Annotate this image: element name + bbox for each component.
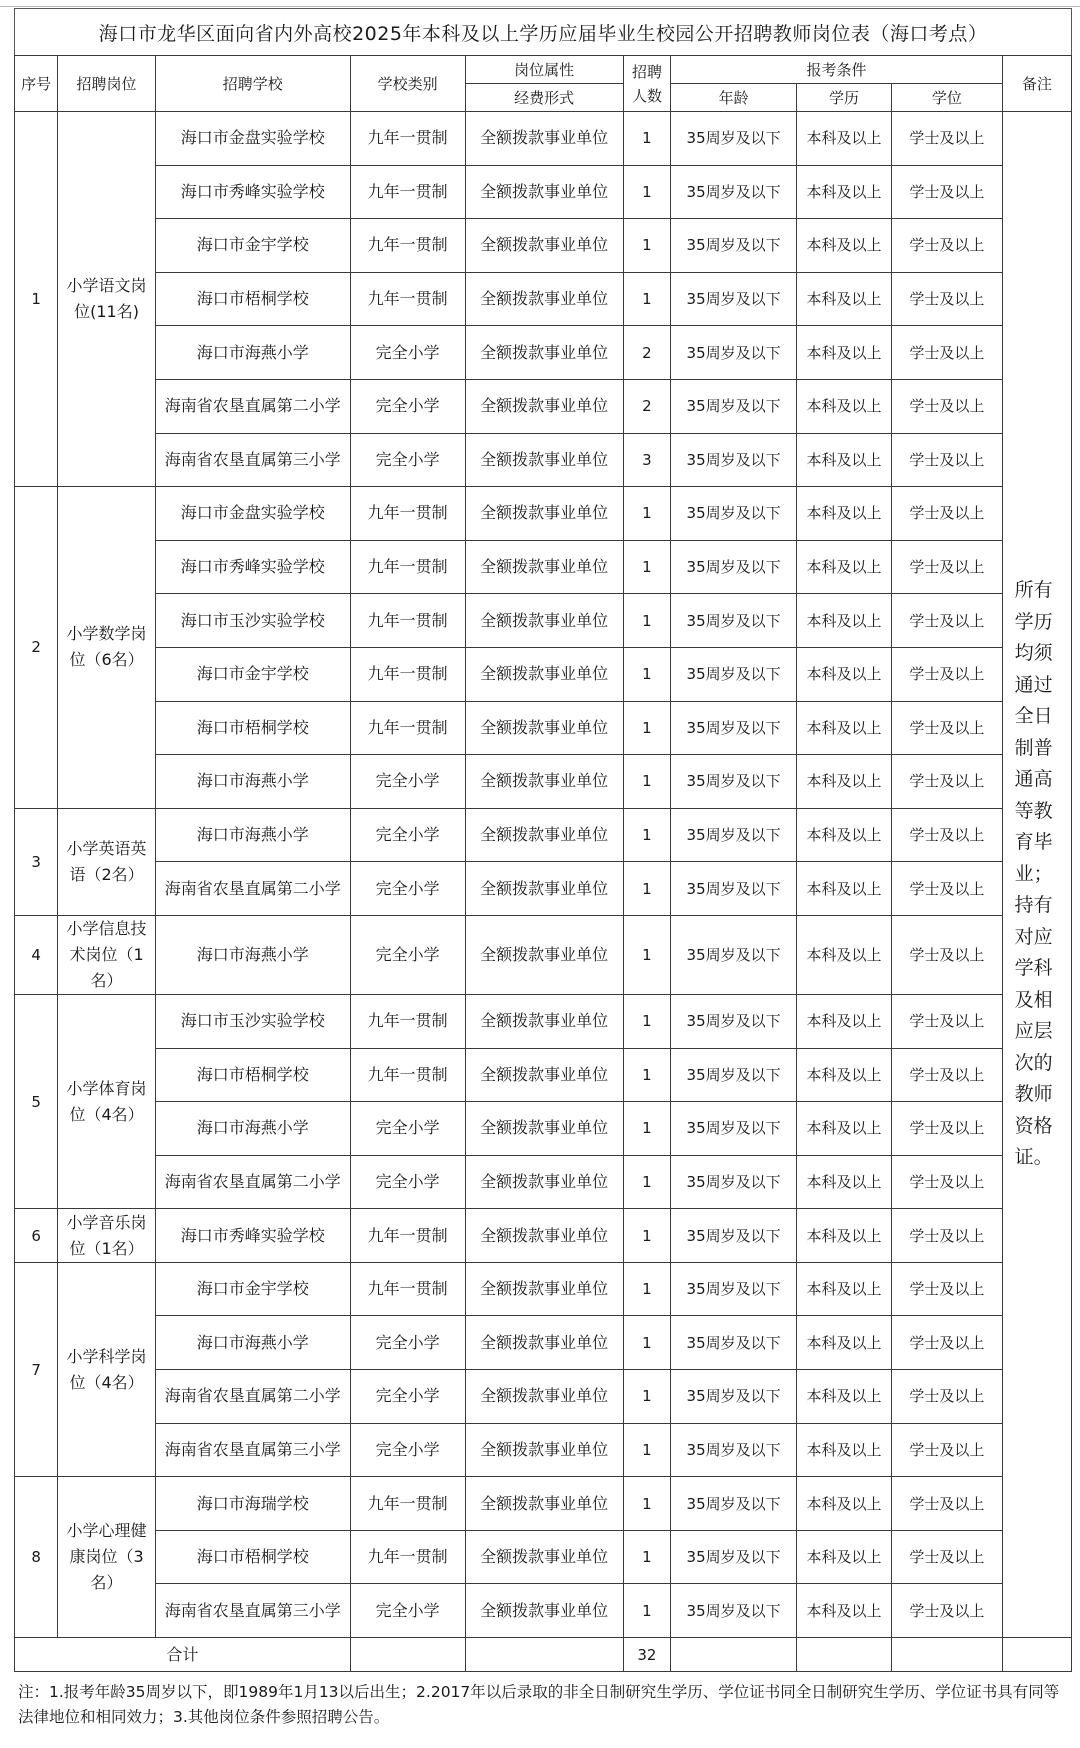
table-row [15, 1584, 1072, 1638]
cell-school-type: 完全小学 [350, 862, 465, 916]
cell-school: 海口市海瑞学校 [155, 1477, 350, 1531]
cell-degree: 学士及以上 [892, 1155, 1002, 1209]
cell-count: 1 [623, 219, 671, 273]
total-count: 32 [623, 1638, 671, 1672]
cell-count: 1 [623, 1530, 671, 1584]
cell-funding: 全额拨款事业单位 [465, 808, 623, 862]
cell-school-type: 九年一贯制 [350, 1209, 465, 1263]
cell-school: 海口市海燕小学 [155, 326, 350, 380]
table-row [15, 1102, 1072, 1156]
cell-age: 35周岁及以下 [671, 1530, 797, 1584]
cell-school-type: 九年一贯制 [350, 1048, 465, 1102]
cell-school: 海口市梧桐学校 [155, 1048, 350, 1102]
cell-count: 1 [623, 1477, 671, 1531]
table-row [15, 1048, 1072, 1102]
cell-school-type: 完全小学 [350, 379, 465, 433]
cell-funding: 全额拨款事业单位 [465, 1209, 623, 1263]
cell-school: 海南省农垦直属第三小学 [155, 1584, 350, 1638]
previous-page-edge [0, 0, 1080, 7]
cell-count: 1 [623, 1262, 671, 1316]
cell-school-type: 九年一贯制 [350, 219, 465, 273]
cell-school-type: 九年一贯制 [350, 1530, 465, 1584]
cell-age: 35周岁及以下 [671, 915, 797, 994]
cell-age: 35周岁及以下 [671, 112, 797, 166]
cell-degree: 学士及以上 [892, 1048, 1002, 1102]
table-row [15, 165, 1072, 219]
table-row [15, 755, 1072, 809]
cell-school: 海口市梧桐学校 [155, 272, 350, 326]
cell-age: 35周岁及以下 [671, 594, 797, 648]
cell-edu: 本科及以上 [796, 1102, 891, 1156]
cell-funding: 全额拨款事业单位 [465, 1477, 623, 1531]
cell-degree: 学士及以上 [892, 165, 1002, 219]
cell-edu: 本科及以上 [796, 1530, 891, 1584]
cell-degree: 学士及以上 [892, 994, 1002, 1048]
cell-degree: 学士及以上 [892, 1370, 1002, 1424]
cell-school: 海口市海燕小学 [155, 1102, 350, 1156]
header-funding: 经费形式 [465, 84, 623, 112]
cell-edu: 本科及以上 [796, 1423, 891, 1477]
cell-position: 小学语文岗位(11名) [58, 112, 155, 487]
table-row [15, 487, 1072, 541]
cell-edu: 本科及以上 [796, 915, 891, 994]
positions-body [15, 112, 1072, 1672]
cell-degree: 学士及以上 [892, 1423, 1002, 1477]
header-remark: 备注 [1002, 56, 1071, 112]
cell-degree: 学士及以上 [892, 1316, 1002, 1370]
cell-funding: 全额拨款事业单位 [465, 1370, 623, 1424]
cell-seq: 4 [15, 915, 58, 994]
table-row [15, 1423, 1072, 1477]
cell-edu: 本科及以上 [796, 647, 891, 701]
cell-edu: 本科及以上 [796, 701, 891, 755]
cell-count: 1 [623, 862, 671, 916]
cell-age: 35周岁及以下 [671, 808, 797, 862]
cell-funding: 全额拨款事业单位 [465, 1584, 623, 1638]
cell-degree: 学士及以上 [892, 112, 1002, 166]
cell-school: 海南省农垦直属第二小学 [155, 1155, 350, 1209]
cell-funding: 全额拨款事业单位 [465, 1155, 623, 1209]
total-row [15, 1638, 1072, 1672]
cell-school-type: 完全小学 [350, 1423, 465, 1477]
cell-age: 35周岁及以下 [671, 1584, 797, 1638]
header-seq: 序号 [15, 56, 58, 112]
cell-count: 1 [623, 112, 671, 166]
cell-count: 1 [623, 594, 671, 648]
cell-count: 1 [623, 1209, 671, 1263]
cell-funding: 全额拨款事业单位 [465, 862, 623, 916]
cell-school-type: 完全小学 [350, 1370, 465, 1424]
cell-position: 小学音乐岗位（1名） [58, 1209, 155, 1263]
cell-position: 小学心理健康岗位（3名） [58, 1477, 155, 1638]
table-row [15, 701, 1072, 755]
header-conditions: 报考条件 [671, 56, 1002, 84]
cell-school-type: 九年一贯制 [350, 647, 465, 701]
cell-count: 1 [623, 1423, 671, 1477]
cell-seq: 5 [15, 994, 58, 1208]
header-attr: 岗位属性 [465, 56, 623, 84]
table-row [15, 1477, 1072, 1531]
cell-degree: 学士及以上 [892, 272, 1002, 326]
cell-count: 1 [623, 1370, 671, 1424]
cell-degree: 学士及以上 [892, 1584, 1002, 1638]
empty-cell [1002, 1638, 1071, 1672]
empty-cell [350, 1638, 465, 1672]
cell-school-type: 九年一贯制 [350, 701, 465, 755]
cell-school: 海口市金宇学校 [155, 647, 350, 701]
cell-age: 35周岁及以下 [671, 1209, 797, 1263]
cell-funding: 全额拨款事业单位 [465, 379, 623, 433]
cell-age: 35周岁及以下 [671, 755, 797, 809]
cell-school: 海口市金宇学校 [155, 1262, 350, 1316]
cell-school-type: 完全小学 [350, 755, 465, 809]
cell-degree: 学士及以上 [892, 219, 1002, 273]
footnote: 注：1.报考年龄35周岁以下，即1989年1月13以后出生；2.2017年以后录取的非全日制研究生学历、学位证书同全日制研究生学历、学位证书具有同等法律地位和相同效力；3.其他岗位条件参照招聘公告。 [18, 1683, 1060, 1727]
cell-funding: 全额拨款事业单位 [465, 701, 623, 755]
cell-funding: 全额拨款事业单位 [465, 165, 623, 219]
cell-funding: 全额拨款事业单位 [465, 1316, 623, 1370]
table-row [15, 1370, 1072, 1424]
cell-school: 海南省农垦直属第三小学 [155, 1423, 350, 1477]
cell-school-type: 完全小学 [350, 433, 465, 487]
cell-school-type: 九年一贯制 [350, 540, 465, 594]
cell-funding: 全额拨款事业单位 [465, 1102, 623, 1156]
table-row [15, 647, 1072, 701]
cell-age: 35周岁及以下 [671, 433, 797, 487]
cell-school: 海口市梧桐学校 [155, 1530, 350, 1584]
cell-degree: 学士及以上 [892, 594, 1002, 648]
header-school-type: 学校类别 [350, 56, 465, 112]
table-row [15, 1316, 1072, 1370]
cell-school: 海南省农垦直属第二小学 [155, 862, 350, 916]
empty-cell [671, 1638, 797, 1672]
cell-school: 海口市梧桐学校 [155, 701, 350, 755]
cell-school-type: 九年一贯制 [350, 994, 465, 1048]
cell-age: 35周岁及以下 [671, 701, 797, 755]
empty-cell [465, 1638, 623, 1672]
cell-seq: 7 [15, 1262, 58, 1476]
cell-school: 海口市海燕小学 [155, 1316, 350, 1370]
cell-edu: 本科及以上 [796, 1155, 891, 1209]
cell-edu: 本科及以上 [796, 862, 891, 916]
cell-count: 1 [623, 540, 671, 594]
cell-age: 35周岁及以下 [671, 994, 797, 1048]
cell-funding: 全额拨款事业单位 [465, 1423, 623, 1477]
cell-funding: 全额拨款事业单位 [465, 755, 623, 809]
cell-edu: 本科及以上 [796, 1477, 891, 1531]
cell-school-type: 完全小学 [350, 1584, 465, 1638]
cell-edu: 本科及以上 [796, 540, 891, 594]
cell-degree: 学士及以上 [892, 433, 1002, 487]
empty-cell [892, 1638, 1002, 1672]
cell-edu: 本科及以上 [796, 1048, 891, 1102]
header-count: 招聘人数 [623, 56, 671, 112]
cell-school-type: 完全小学 [350, 1316, 465, 1370]
cell-count: 1 [623, 915, 671, 994]
header-degree: 学位 [892, 84, 1002, 112]
cell-age: 35周岁及以下 [671, 1423, 797, 1477]
header-age: 年龄 [671, 84, 797, 112]
cell-school: 海口市海燕小学 [155, 755, 350, 809]
table-row [15, 272, 1072, 326]
table-row [15, 433, 1072, 487]
table-row [15, 379, 1072, 433]
total-label: 合计 [15, 1638, 351, 1672]
cell-position: 小学体育岗位（4名） [58, 994, 155, 1208]
cell-edu: 本科及以上 [796, 379, 891, 433]
cell-count: 1 [623, 1316, 671, 1370]
cell-position: 小学科学岗位（4名） [58, 1262, 155, 1476]
cell-age: 35周岁及以下 [671, 272, 797, 326]
cell-school: 海南省农垦直属第二小学 [155, 379, 350, 433]
empty-cell [796, 1638, 891, 1672]
table-row [15, 326, 1072, 380]
page-title: 海口市龙华区面向省内外高校2025年本科及以上学历应届毕业生校园公开招聘教师岗位表（海口考点） [14, 8, 1072, 55]
cell-funding: 全额拨款事业单位 [465, 1048, 623, 1102]
cell-count: 1 [623, 1155, 671, 1209]
cell-degree: 学士及以上 [892, 1477, 1002, 1531]
cell-school: 海口市秀峰实验学校 [155, 540, 350, 594]
cell-school: 海口市海燕小学 [155, 808, 350, 862]
cell-school: 海口市玉沙实验学校 [155, 994, 350, 1048]
cell-seq: 2 [15, 487, 58, 809]
cell-school-type: 九年一贯制 [350, 594, 465, 648]
table-row [15, 1262, 1072, 1316]
cell-age: 35周岁及以下 [671, 165, 797, 219]
cell-school: 海口市秀峰实验学校 [155, 165, 350, 219]
header-school: 招聘学校 [155, 56, 350, 112]
cell-age: 35周岁及以下 [671, 1102, 797, 1156]
recruitment-sheet [14, 8, 1072, 1730]
cell-position: 小学数学岗位（6名） [58, 487, 155, 809]
cell-age: 35周岁及以下 [671, 487, 797, 541]
cell-edu: 本科及以上 [796, 1316, 891, 1370]
table-row [15, 1209, 1072, 1263]
cell-age: 35周岁及以下 [671, 540, 797, 594]
cell-school-type: 九年一贯制 [350, 112, 465, 166]
cell-school-type: 完全小学 [350, 1155, 465, 1209]
cell-degree: 学士及以上 [892, 540, 1002, 594]
cell-edu: 本科及以上 [796, 1209, 891, 1263]
cell-count: 2 [623, 326, 671, 380]
cell-funding: 全额拨款事业单位 [465, 326, 623, 380]
cell-school: 海口市金盘实验学校 [155, 112, 350, 166]
cell-edu: 本科及以上 [796, 594, 891, 648]
cell-degree: 学士及以上 [892, 1209, 1002, 1263]
cell-school: 海南省农垦直属第三小学 [155, 433, 350, 487]
cell-school: 海口市玉沙实验学校 [155, 594, 350, 648]
positions-table [14, 55, 1072, 1672]
cell-count: 1 [623, 755, 671, 809]
cell-degree: 学士及以上 [892, 487, 1002, 541]
cell-count: 2 [623, 379, 671, 433]
cell-edu: 本科及以上 [796, 1262, 891, 1316]
cell-degree: 学士及以上 [892, 647, 1002, 701]
cell-school-type: 九年一贯制 [350, 1262, 465, 1316]
cell-degree: 学士及以上 [892, 808, 1002, 862]
cell-count: 1 [623, 272, 671, 326]
cell-school-type: 完全小学 [350, 808, 465, 862]
cell-age: 35周岁及以下 [671, 862, 797, 916]
cell-school-type: 九年一贯制 [350, 272, 465, 326]
cell-count: 1 [623, 1584, 671, 1638]
cell-count: 1 [623, 1102, 671, 1156]
cell-school-type: 九年一贯制 [350, 1477, 465, 1531]
cell-age: 35周岁及以下 [671, 1262, 797, 1316]
cell-degree: 学士及以上 [892, 1530, 1002, 1584]
cell-count: 3 [623, 433, 671, 487]
cell-age: 35周岁及以下 [671, 1477, 797, 1531]
cell-age: 35周岁及以下 [671, 379, 797, 433]
cell-seq: 3 [15, 808, 58, 915]
cell-funding: 全额拨款事业单位 [465, 487, 623, 541]
cell-funding: 全额拨款事业单位 [465, 433, 623, 487]
cell-school-type: 完全小学 [350, 326, 465, 380]
cell-seq: 8 [15, 1477, 58, 1638]
cell-school: 海南省农垦直属第二小学 [155, 1370, 350, 1424]
cell-school-type: 完全小学 [350, 915, 465, 994]
cell-seq: 6 [15, 1209, 58, 1263]
cell-edu: 本科及以上 [796, 994, 891, 1048]
cell-count: 1 [623, 994, 671, 1048]
table-row [15, 994, 1072, 1048]
cell-degree: 学士及以上 [892, 1262, 1002, 1316]
cell-age: 35周岁及以下 [671, 1155, 797, 1209]
table-row [15, 808, 1072, 862]
cell-funding: 全额拨款事业单位 [465, 1530, 623, 1584]
cell-edu: 本科及以上 [796, 808, 891, 862]
cell-school-type: 九年一贯制 [350, 487, 465, 541]
cell-count: 1 [623, 647, 671, 701]
cell-count: 1 [623, 487, 671, 541]
cell-school: 海口市金盘实验学校 [155, 487, 350, 541]
table-row [15, 1155, 1072, 1209]
cell-count: 1 [623, 165, 671, 219]
cell-degree: 学士及以上 [892, 1102, 1002, 1156]
cell-school: 海口市海燕小学 [155, 915, 350, 994]
table-row [15, 594, 1072, 648]
cell-count: 1 [623, 808, 671, 862]
table-row [15, 112, 1072, 166]
cell-age: 35周岁及以下 [671, 647, 797, 701]
cell-age: 35周岁及以下 [671, 1370, 797, 1424]
cell-edu: 本科及以上 [796, 165, 891, 219]
cell-school: 海口市秀峰实验学校 [155, 1209, 350, 1263]
cell-age: 35周岁及以下 [671, 1048, 797, 1102]
cell-school-type: 九年一贯制 [350, 165, 465, 219]
cell-age: 35周岁及以下 [671, 326, 797, 380]
table-row [15, 1530, 1072, 1584]
cell-count: 1 [623, 701, 671, 755]
cell-funding: 全额拨款事业单位 [465, 1262, 623, 1316]
table-row [15, 915, 1072, 994]
cell-funding: 全额拨款事业单位 [465, 540, 623, 594]
header-edu: 学历 [796, 84, 891, 112]
cell-degree: 学士及以上 [892, 379, 1002, 433]
cell-edu: 本科及以上 [796, 755, 891, 809]
cell-funding: 全额拨款事业单位 [465, 594, 623, 648]
cell-edu: 本科及以上 [796, 1584, 891, 1638]
cell-degree: 学士及以上 [892, 326, 1002, 380]
cell-school: 海口市金宇学校 [155, 219, 350, 273]
cell-edu: 本科及以上 [796, 219, 891, 273]
cell-edu: 本科及以上 [796, 112, 891, 166]
cell-age: 35周岁及以下 [671, 219, 797, 273]
cell-edu: 本科及以上 [796, 272, 891, 326]
cell-edu: 本科及以上 [796, 433, 891, 487]
cell-funding: 全额拨款事业单位 [465, 647, 623, 701]
header-position: 招聘岗位 [58, 56, 155, 112]
table-row [15, 540, 1072, 594]
cell-count: 1 [623, 1048, 671, 1102]
cell-funding: 全额拨款事业单位 [465, 994, 623, 1048]
table-row [15, 219, 1072, 273]
cell-edu: 本科及以上 [796, 487, 891, 541]
cell-position: 小学信息技术岗位（1名） [58, 915, 155, 994]
cell-funding: 全额拨款事业单位 [465, 112, 623, 166]
cell-position: 小学英语英语（2名） [58, 808, 155, 915]
cell-edu: 本科及以上 [796, 326, 891, 380]
cell-edu: 本科及以上 [796, 1370, 891, 1424]
table-row [15, 862, 1072, 916]
cell-remark: 所有学历均须通过全日制普通高等教育毕业；持有对应学科及相应层次的教师资格证。 [1002, 112, 1071, 1638]
cell-school-type: 完全小学 [350, 1102, 465, 1156]
cell-degree: 学士及以上 [892, 701, 1002, 755]
cell-funding: 全额拨款事业单位 [465, 915, 623, 994]
cell-degree: 学士及以上 [892, 915, 1002, 994]
cell-seq: 1 [15, 112, 58, 487]
cell-age: 35周岁及以下 [671, 1316, 797, 1370]
cell-funding: 全额拨款事业单位 [465, 272, 623, 326]
cell-degree: 学士及以上 [892, 862, 1002, 916]
cell-degree: 学士及以上 [892, 755, 1002, 809]
cell-funding: 全额拨款事业单位 [465, 219, 623, 273]
